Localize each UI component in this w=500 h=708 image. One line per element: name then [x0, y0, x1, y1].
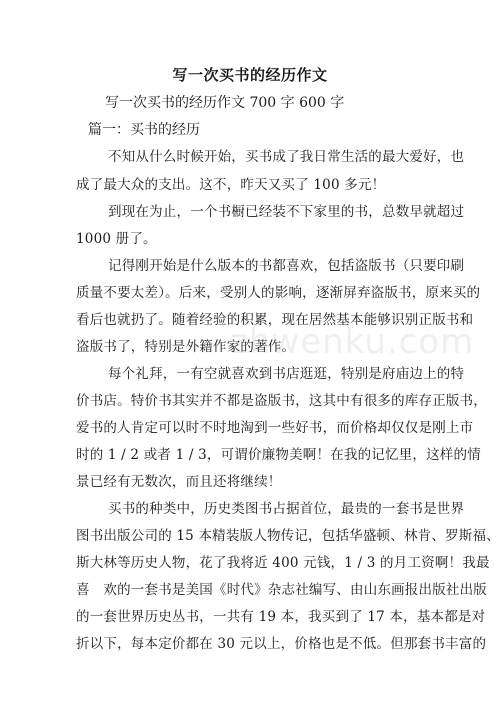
paragraph-line: 不知从什么时候开始，买书成了我日常生活的最大爱好，也 — [108, 149, 465, 165]
paragraph-line: 盗版书了，特别是外籍作家的著作。 — [76, 339, 296, 355]
paragraph-line: 买书的种类中，历史类图书占据首位，最贵的一套书是世界 — [108, 501, 465, 517]
section-heading: 篇一：买书的经历 — [88, 122, 200, 138]
paragraph-line: 喜 欢的一套书是美国《时代》杂志社编写、由山东画报出版社出版 — [76, 582, 487, 598]
paragraph-line: 1000 册了。 — [76, 231, 157, 247]
paragraph-line: 到现在为止，一个书橱已经装不下家里的书，总数早就超过 — [108, 204, 465, 220]
document-title: 写一次买书的经历作文 — [172, 66, 328, 84]
paragraph-line: 景已经有无数次，而且还将继续！ — [76, 474, 282, 490]
paragraph-line: 价书店。特价书其实并不都是盗版书，这其中有很多的库存正版书， — [76, 393, 487, 409]
watermark: zhwenku.com — [230, 322, 475, 362]
paragraph-line: 每个礼拜，一有空就喜欢到书店逛逛，特别是府庙边上的特 — [108, 366, 465, 382]
paragraph-line: 折以下，每本定价都在 30 元以上，价格也是不低。但那套书丰富的 — [76, 636, 487, 652]
paragraph-line: 爱书的人肯定可以时不时地淘到一些好书，而价格却仅仅是刚上市 — [76, 420, 474, 436]
document-subtitle: 写一次买书的经历作文 700 字 600 字 — [105, 95, 345, 111]
paragraph-line: 记得刚开始是什么版本的书都喜欢，包括盗版书（只要印刷 — [108, 258, 465, 274]
paragraph-line: 看后也就扔了。随着经验的积累，现在居然基本能够识别正版书和 — [76, 312, 474, 328]
paragraph-line: 质量不要太差）。后来，受别人的影响，逐渐屏弃盗版书，原来买的 — [76, 285, 481, 301]
paragraph-line: 斯大林等历史人物，花了我将近 400 元钱，1 / 3 的月工资啊！我最 — [76, 555, 490, 571]
paragraph-line: 图书出版公司的 15 本精装版人物传记，包括华盛顿、林肯、罗斯福、 — [76, 528, 500, 544]
paragraph-line: 成了最大众的支出。这不，昨天又买了 100 多元！ — [76, 177, 386, 193]
paragraph-line: 的一套世界历史丛书，一共有 19 本，我买到了 17 本，基本都是对 — [76, 609, 486, 625]
paragraph-line: 时的 1 / 2 或者 1 / 3，可谓价廉物美啊！在我的记忆里，这样的情 — [76, 447, 481, 463]
